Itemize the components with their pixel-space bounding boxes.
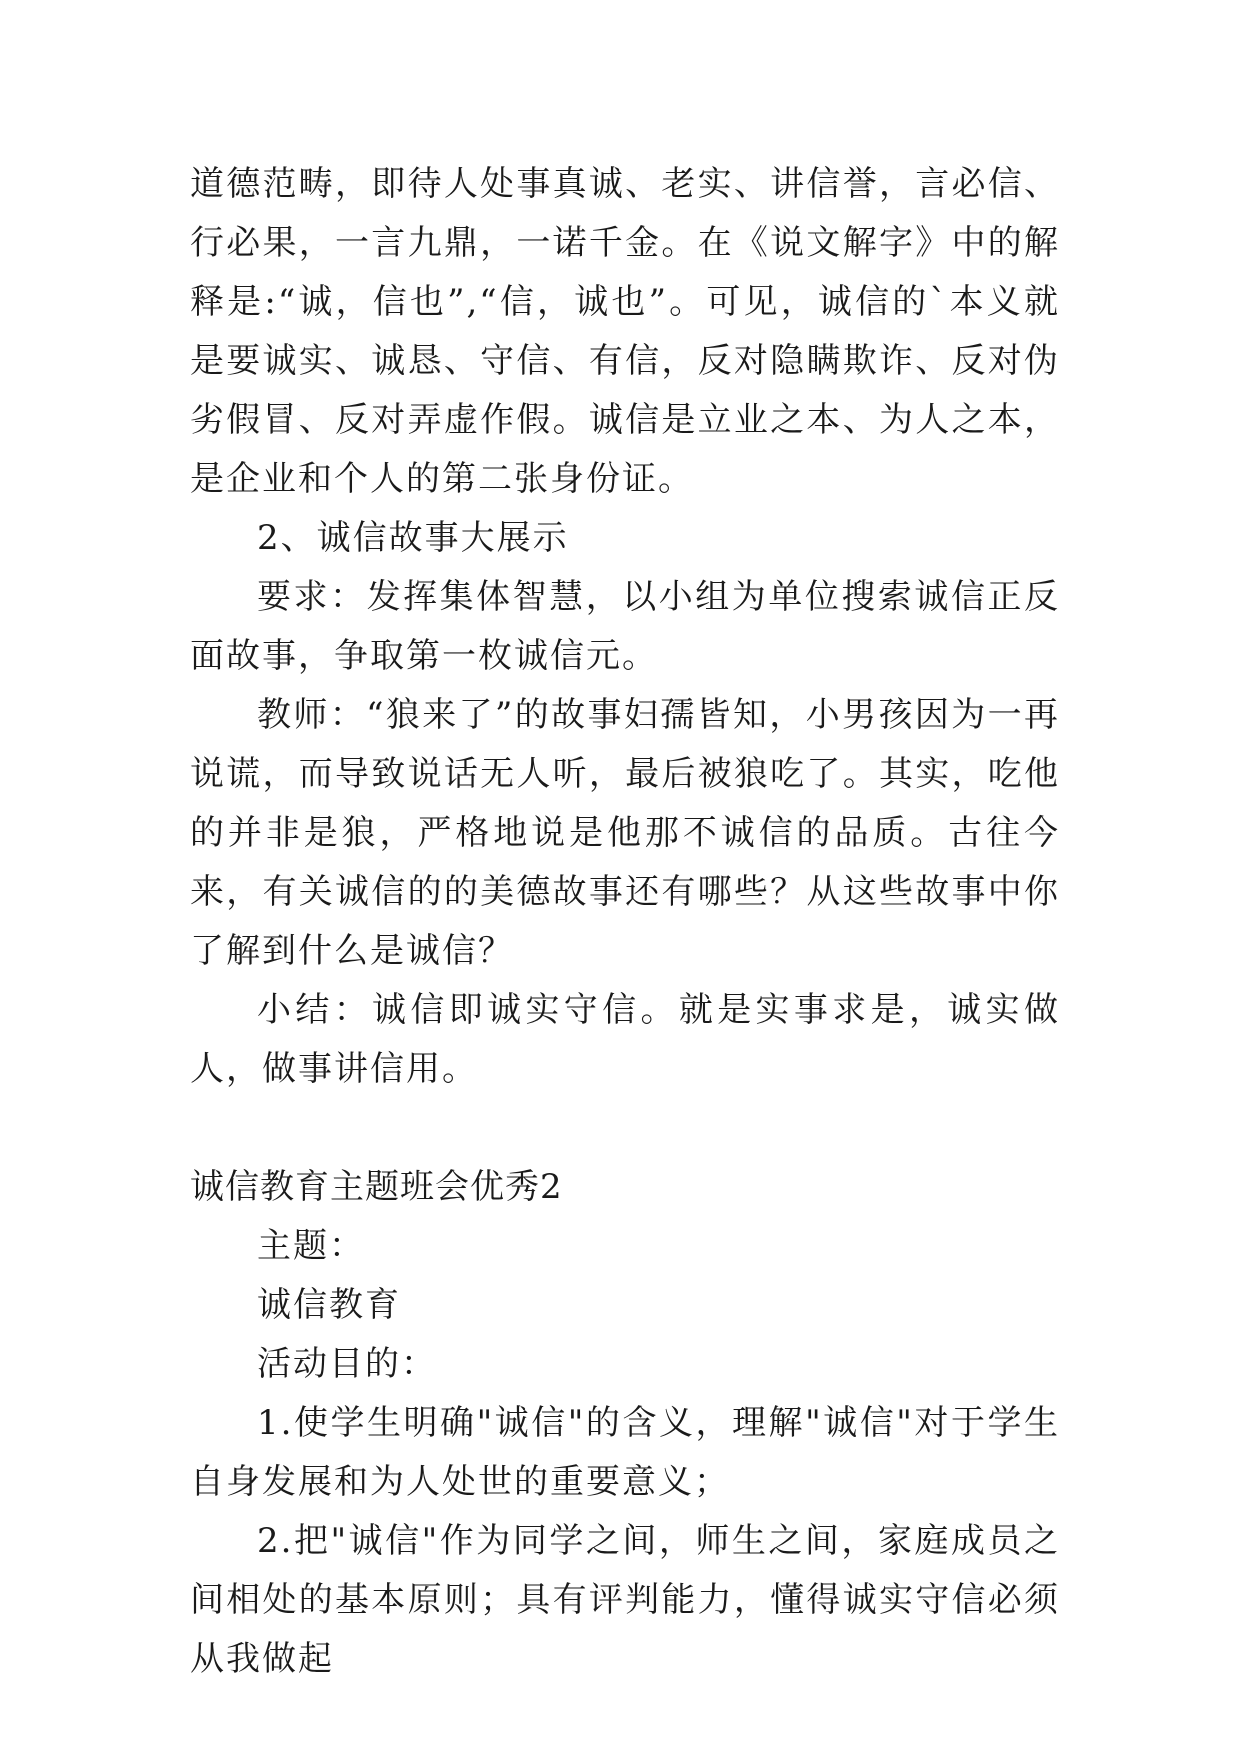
subheading-story-showcase: 2、诚信故事大展示 [257,518,569,558]
paragraph-requirement: 要求：发挥集体智慧，以小组为单位搜索诚信正反面故事，争取第一枚诚信元。 [190,577,1060,676]
paragraph-theme-value: 诚信教育 [257,1285,401,1325]
paragraph-purpose-label: 活动目的： [257,1344,437,1384]
document-page [190,155,1060,1689]
section-title: 诚信教育主题班会优秀2 [190,1167,563,1207]
paragraph-purpose-2: 2.把"诚信"作为同学之间，师生之间，家庭成员之间相处的基本原则；具有评判能力，懂得诚实守信必须从我做起 [190,1521,1060,1679]
paragraph-summary: 小结：诚信即诚实守信。就是实事求是，诚实做人，做事讲信用。 [190,990,1060,1089]
paragraph-teacher: 教师：“狼来了”的故事妇孺皆知，小男孩因为一再说谎，而导致说话无人听，最后被狼吃了。其实，吃他的并非是狼，严格地说是他那不诚信的品质。古往今来，有关诚信的的美德故事还有哪些？从这些故事中你了解到什么是诚信？ [190,695,1060,971]
paragraph-purpose-1: 1.使学生明确"诚信"的含义，理解"诚信"对于学生自身发展和为人处世的重要意义； [190,1403,1060,1502]
paragraph-integrity-definition: 道德范畴，即待人处事真诚、老实、讲信誉，言必信、行必果，一言九鼎，一诺千金。在《说文解字》中的解释是:“诚，信也”,“信，诚也”。可见，诚信的`本义就是要诚实、诚恳、守信、有信，反对隐瞒欺诈、反对伪劣假冒、反对弄虚作假。诚信是立业之本、为人之本，是企业和个人的第二张身份证。 [190,164,1060,499]
paragraph-theme-label: 主题： [257,1226,365,1266]
